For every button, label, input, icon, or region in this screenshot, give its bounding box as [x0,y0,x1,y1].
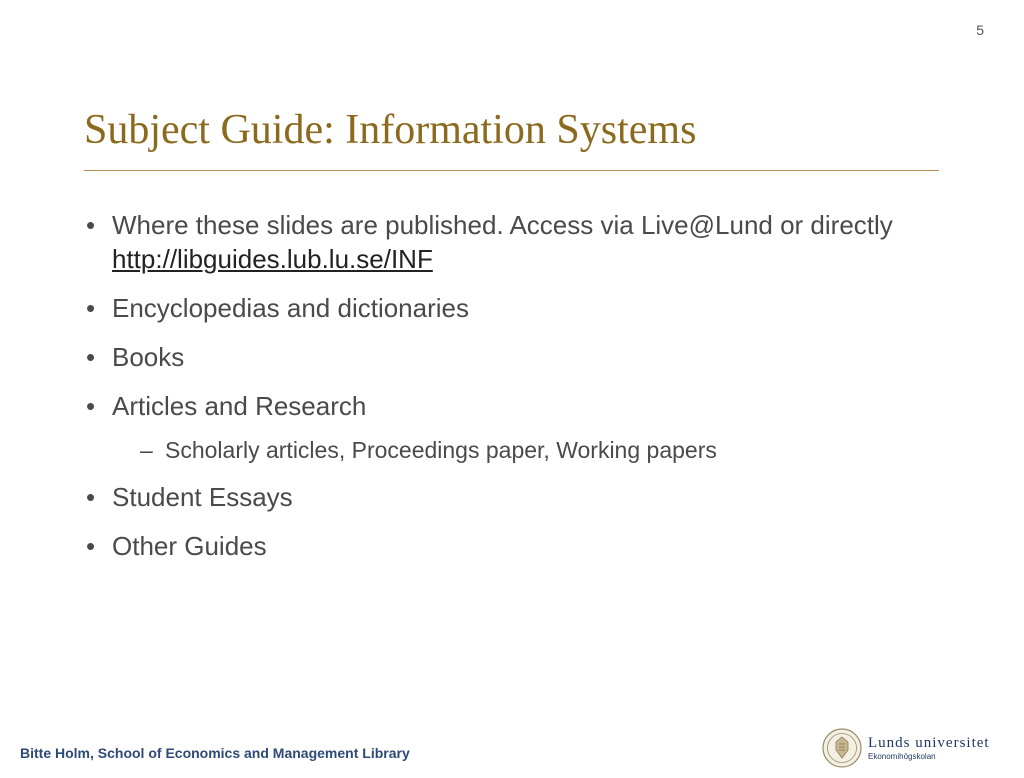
footer-author: Bitte Holm, School of Economics and Management Library [20,745,410,761]
bullet-list [84,208,914,578]
bullet-item-student-essays: • Student Essays [84,480,914,514]
bullet-item-books: • Books [84,340,914,374]
bullet-text: Articles and Research [112,391,367,421]
bullet-item-encyclopedias: • Encyclopedias and dictionaries [84,291,914,325]
university-seal-icon [822,728,862,768]
university-logo [822,728,1012,772]
sub-bullet-item-scholarly: – Scholarly articles, Proceedings paper, Working papers [140,435,914,465]
title-divider [84,170,939,171]
sub-bullet-list [112,435,914,465]
bullet-item-other-guides: • Other Guides [84,529,914,563]
bullet-text: Where these slides are published. Access via Live@Lund or directly [112,210,893,240]
logo-name: Lunds universitet [868,735,990,751]
bullet-item-published [84,208,914,276]
slide-title: Subject Guide: Information Systems [84,107,697,153]
page-number: 5 [976,22,984,38]
libguides-link[interactable]: http://libguides.lub.lu.se/INF [112,244,433,274]
bullet-item-articles [84,389,914,465]
logo-subtitle: Ekonomihögskolan [868,752,936,761]
